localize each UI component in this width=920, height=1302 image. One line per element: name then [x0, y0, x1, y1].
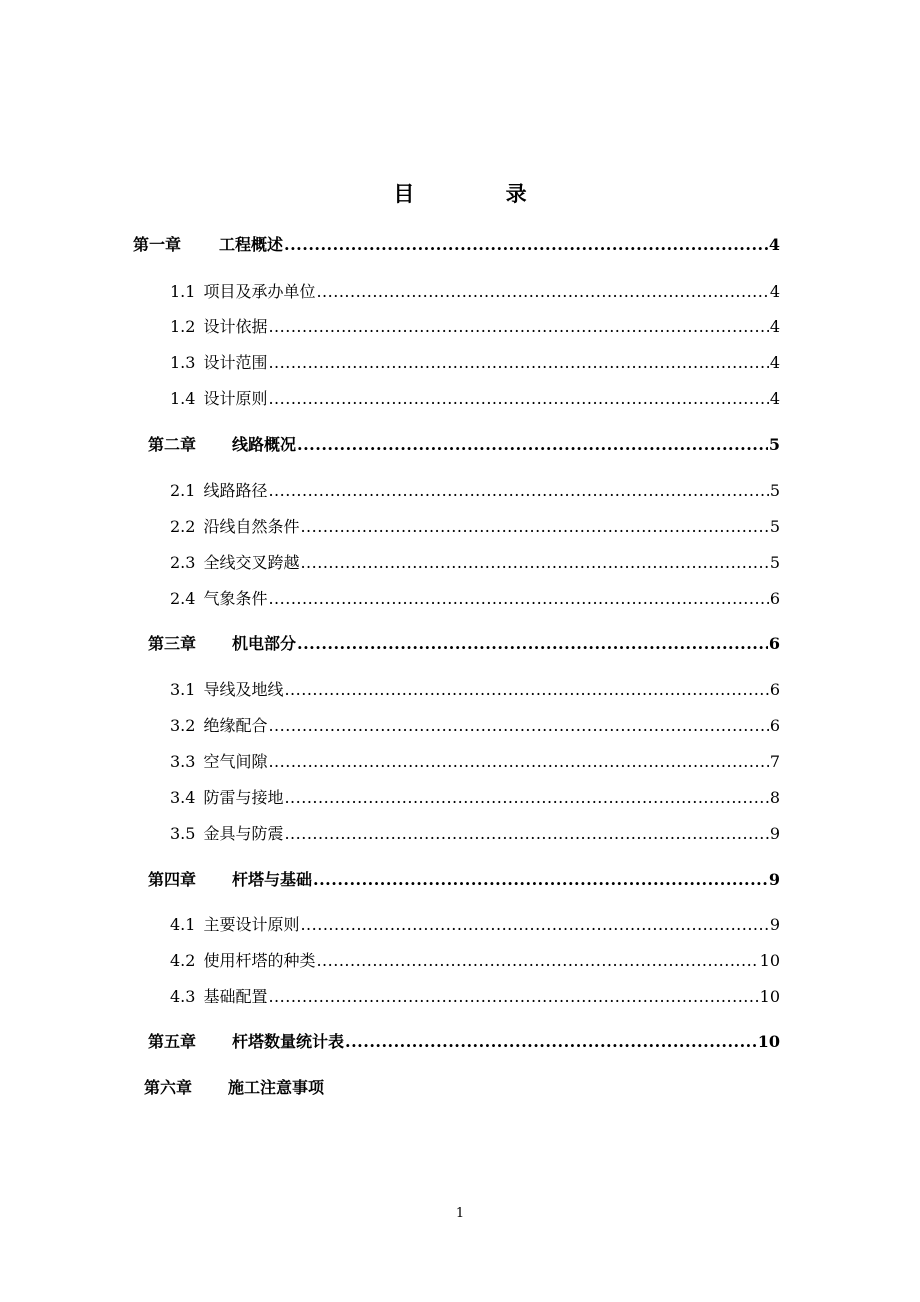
page-number: 10 [759, 951, 780, 970]
section-number: 4.2 [170, 951, 196, 970]
section-number: 4.3 [170, 987, 196, 1006]
toc-entry-3-1[interactable] [170, 678, 780, 702]
dot-leader [284, 233, 768, 257]
page-number: 4 [769, 353, 780, 372]
toc-entry-3-2[interactable] [170, 714, 780, 738]
chapter-title: 杆塔与基础 [232, 870, 313, 889]
dot-leader [316, 280, 768, 304]
page-number: 5 [768, 435, 780, 454]
section-number: 2.2 [170, 517, 196, 536]
chapter-number: 第二章 [148, 435, 197, 454]
section-number: 1.1 [170, 282, 196, 301]
section-title: 设计依据 [203, 317, 268, 336]
section-title: 金具与防震 [203, 824, 284, 843]
section-title: 设计原则 [203, 389, 268, 408]
toc-entry-3-3[interactable] [170, 750, 780, 774]
section-title: 项目及承办单位 [203, 282, 316, 301]
section-title: 防雷与接地 [203, 788, 284, 807]
page-number: 6 [769, 589, 780, 608]
section-title: 基础配置 [203, 987, 268, 1006]
toc-entry-3-4[interactable] [170, 786, 780, 810]
section-number: 3.2 [170, 716, 196, 735]
chapter-number: 第三章 [148, 634, 197, 653]
dot-leader [297, 632, 768, 656]
toc-entry-chapter-2[interactable] [148, 433, 780, 457]
toc-entry-4-3[interactable] [170, 985, 780, 1009]
page-number: 5 [769, 481, 780, 500]
section-number: 2.4 [170, 589, 196, 608]
chapter-title: 杆塔数量统计表 [232, 1032, 345, 1051]
toc-entry-chapter-3[interactable] [148, 632, 780, 656]
dot-leader [268, 714, 768, 738]
page-number: 6 [769, 716, 780, 735]
section-number: 1.4 [170, 389, 196, 408]
section-number: 2.1 [170, 481, 196, 500]
page-number: 4 [769, 282, 780, 301]
page-number: 4 [769, 389, 780, 408]
dot-leader [345, 1030, 757, 1054]
toc-entry-chapter-4[interactable] [148, 868, 780, 892]
chapter-number: 第一章 [133, 235, 182, 254]
page-number: 7 [769, 752, 780, 771]
chapter-title: 工程概述 [219, 235, 284, 254]
dot-leader [284, 822, 768, 846]
toc-entry-chapter-6[interactable] [144, 1076, 324, 1100]
section-title: 主要设计原则 [203, 915, 300, 934]
page-number: 8 [769, 788, 780, 807]
section-title: 全线交叉跨越 [203, 553, 300, 572]
page-number: 5 [769, 553, 780, 572]
section-title: 设计范围 [203, 353, 268, 372]
dot-leader [300, 551, 768, 575]
section-number: 4.1 [170, 915, 196, 934]
dot-leader [300, 515, 768, 539]
toc-entry-1-3[interactable] [170, 351, 780, 375]
page-number: 4 [768, 235, 780, 254]
section-title: 使用杆塔的种类 [203, 951, 316, 970]
dot-leader [297, 433, 768, 457]
page-number: 5 [769, 517, 780, 536]
chapter-title: 施工注意事项 [228, 1078, 325, 1097]
section-title: 导线及地线 [203, 680, 284, 699]
chapter-number: 第五章 [148, 1032, 197, 1051]
page-number: 9 [769, 824, 780, 843]
page-number: 9 [768, 870, 780, 889]
page-number: 4 [769, 317, 780, 336]
toc-entry-1-1[interactable] [170, 280, 780, 304]
section-number: 3.4 [170, 788, 196, 807]
chapter-number: 第四章 [148, 870, 197, 889]
toc-entry-4-1[interactable] [170, 913, 780, 937]
section-title: 气象条件 [203, 589, 268, 608]
toc-entry-2-4[interactable] [170, 587, 780, 611]
toc-entry-4-2[interactable] [170, 949, 780, 973]
page-footer-number: 1 [455, 1206, 465, 1221]
section-title: 绝缘配合 [203, 716, 268, 735]
section-number: 1.3 [170, 353, 196, 372]
section-title: 沿线自然条件 [203, 517, 300, 536]
dot-leader [268, 351, 768, 375]
section-number: 1.2 [170, 317, 196, 336]
dot-leader [284, 678, 768, 702]
toc-entry-3-5[interactable] [170, 822, 780, 846]
toc-title: 目 录 [393, 181, 569, 206]
dot-leader [268, 985, 758, 1009]
chapter-number: 第六章 [144, 1078, 193, 1097]
toc-entry-2-3[interactable] [170, 551, 780, 575]
dot-leader [300, 913, 768, 937]
page-number: 6 [768, 634, 780, 653]
dot-leader [268, 387, 768, 411]
toc-entry-1-2[interactable] [170, 315, 780, 339]
chapter-title: 线路概况 [232, 435, 297, 454]
toc-entry-chapter-1[interactable] [133, 233, 780, 257]
dot-leader [268, 750, 768, 774]
page-number: 10 [757, 1032, 780, 1051]
dot-leader [316, 949, 758, 973]
section-number: 2.3 [170, 553, 196, 572]
chapter-title: 机电部分 [232, 634, 297, 653]
toc-entry-1-4[interactable] [170, 387, 780, 411]
page-number: 10 [759, 987, 780, 1006]
dot-leader [284, 786, 768, 810]
section-number: 3.1 [170, 680, 196, 699]
dot-leader [268, 587, 768, 611]
page-number: 9 [769, 915, 780, 934]
section-title: 线路路径 [203, 481, 268, 500]
section-title: 空气间隙 [203, 752, 268, 771]
dot-leader [313, 868, 768, 892]
toc-entry-chapter-5[interactable] [148, 1030, 780, 1054]
dot-leader [268, 315, 768, 339]
section-number: 3.3 [170, 752, 196, 771]
toc-entry-2-1[interactable] [170, 479, 780, 503]
section-number: 3.5 [170, 824, 196, 843]
toc-entry-2-2[interactable] [170, 515, 780, 539]
page-number: 6 [769, 680, 780, 699]
dot-leader [268, 479, 768, 503]
